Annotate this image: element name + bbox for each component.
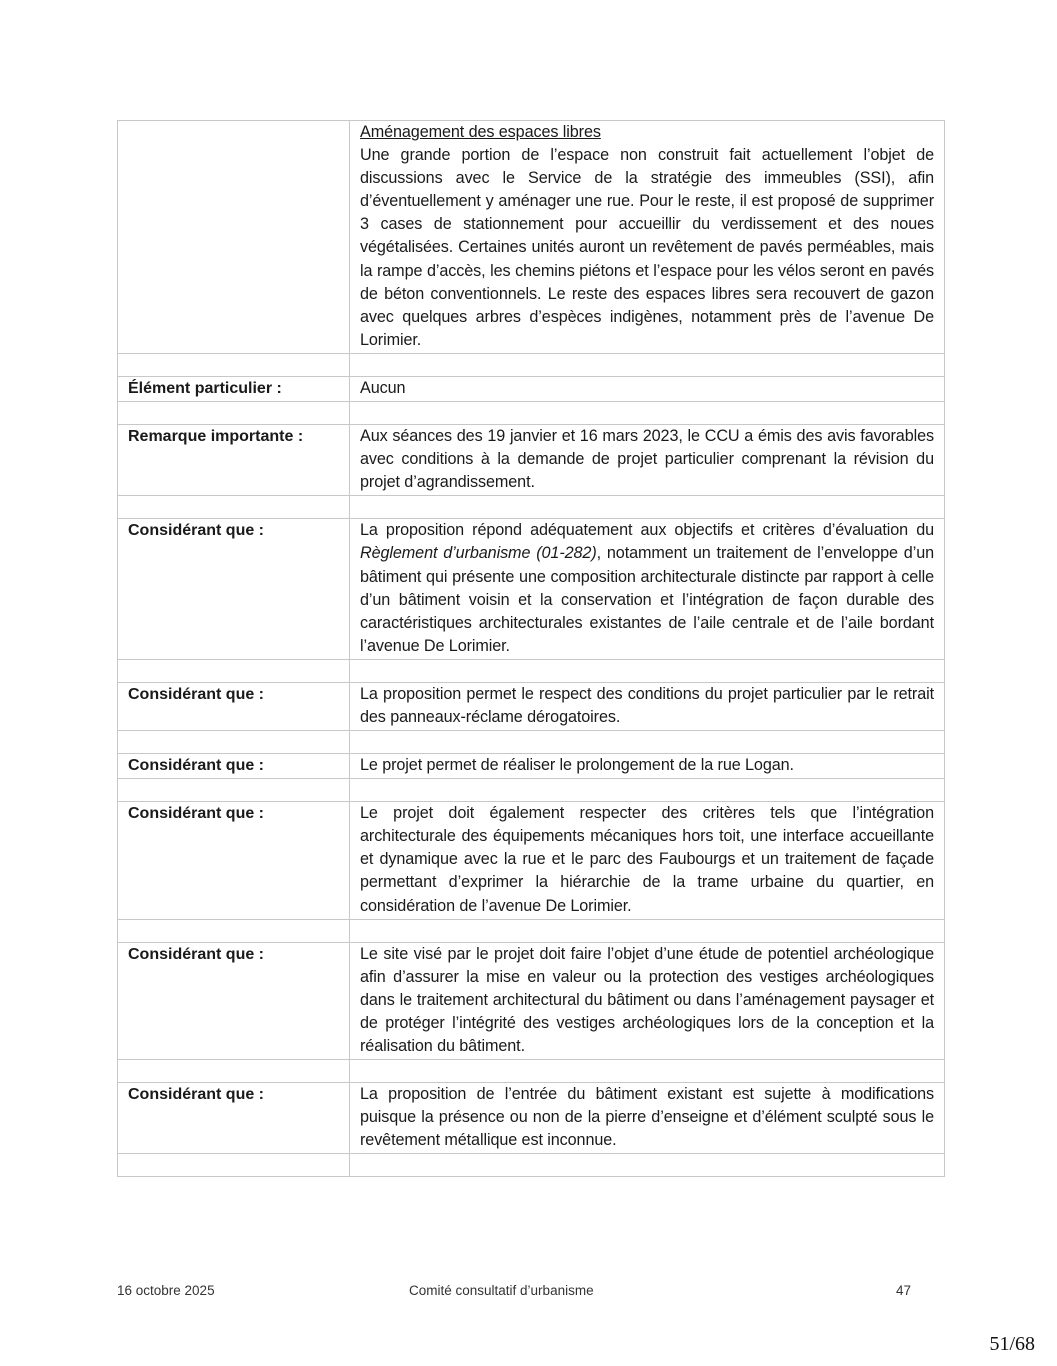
table-row (118, 121, 945, 354)
spacer-row (118, 731, 945, 754)
row-value: Le site visé par le projet doit faire l’objet d’une étude de potentiel archéologique afin d’assurer la mise en valeur ou la protection des vestiges archéologiques dans le traitement architectural du bâtiment ou dans l’aménagement paysager et de protéger l’intégrité des vestiges archéologiques lors de la conception et la réalisation du bâtiment. (350, 942, 945, 1059)
row-label: Considérant que : (118, 1083, 350, 1154)
value-cell (350, 353, 945, 376)
spacer-row (118, 659, 945, 682)
label-cell (118, 1154, 350, 1177)
row-label: Remarque importante : (118, 425, 350, 496)
row-value: Aucun (350, 376, 945, 401)
label-cell (118, 1060, 350, 1083)
value-cell (350, 659, 945, 682)
value-cell (350, 919, 945, 942)
spacer-row (118, 353, 945, 376)
row-value: Le projet permet de réaliser le prolongement de la rue Logan. (350, 754, 945, 779)
spacer-row (118, 1060, 945, 1083)
label-cell (118, 353, 350, 376)
label-cell (118, 121, 350, 354)
value-cell (350, 731, 945, 754)
page-counter: 51/68 (989, 1333, 1035, 1355)
spacer-row (118, 919, 945, 942)
label-cell (118, 779, 350, 802)
spacer-row (118, 496, 945, 519)
table-row (118, 425, 945, 496)
row-label: Considérant que : (118, 519, 350, 660)
text-after: , notamment un traitement de l’enveloppe d’un bâtiment qui présente une composition architecturale distincte par rapport à celle d’un bâtiment voisin et la conservation et l’intégration de façon durable des caractéristiques architecturales existantes de l’aile centrale et de l’aile bordant l’avenue De Lorimier. (360, 544, 935, 655)
row-value: La proposition de l’entrée du bâtiment existant est sujette à modifications puisque la présence ou non de la pierre d’enseigne et d’élément sculpté sous le revêtement métallique est inconnue. (350, 1083, 945, 1154)
label-cell (118, 496, 350, 519)
value-cell (350, 402, 945, 425)
row-value: La proposition permet le respect des conditions du projet particulier par le retrait des panneaux-réclame dérogatoires. (350, 682, 945, 730)
spacer-row (118, 1154, 945, 1177)
row-label: Considérant que : (118, 802, 350, 919)
table-row (118, 942, 945, 1059)
document-table (117, 120, 945, 1177)
label-cell (118, 731, 350, 754)
table-row (118, 682, 945, 730)
row-label: Considérant que : (118, 942, 350, 1059)
row-label: Élément particulier : (118, 376, 350, 401)
table-row (118, 1083, 945, 1154)
value-cell (350, 1154, 945, 1177)
text-before: La proposition répond adéquatement aux objectifs et critères d’évaluation du (360, 521, 934, 540)
spacer-row (118, 402, 945, 425)
table-row (118, 754, 945, 779)
spacer-row (118, 779, 945, 802)
table-row (118, 376, 945, 401)
paragraph: Une grande portion de l’espace non construit fait actuellement l’objet de discussions avec le Service de la stratégie des immeubles (SSI), afin d’éventuellement y aménager une rue. Pour le reste, il est proposé de supprimer 3 cases de stationnement pour accueillir du verdissement et des noues végétalisées. Certaines unités auront un revêtement de pavés perméables, mais la rampe d’accès, les chemins piétons et l’espace pour les vélos seront en pavés de béton conventionnels. Le reste des espaces libres sera recouvert de gazon avec quelques arbres d’espèces indigènes, notamment près de l’avenue De Lorimier. (360, 146, 934, 349)
footer-title: Comité consultatif d’urbanisme (409, 1283, 594, 1298)
label-cell (118, 919, 350, 942)
value-cell (350, 1060, 945, 1083)
label-cell (118, 402, 350, 425)
row-label: Considérant que : (118, 682, 350, 730)
label-cell (118, 659, 350, 682)
footer-page-number: 47 (896, 1283, 912, 1298)
row-value: Le projet doit également respecter des critères tels que l’intégration architecturale des équipements mécaniques hors toit, une interface accueillante et dynamique avec la rue et le parc des Faubourgs et un traitement de façade permettant d’exprimer la hiérarchie de la trame urbaine du quartier, en considération de l’avenue De Lorimier. (350, 802, 945, 919)
footer-date: 16 octobre 2025 (117, 1283, 215, 1298)
row-value (350, 519, 945, 660)
section-heading: Aménagement des espaces libres (360, 123, 601, 141)
value-cell (350, 121, 945, 354)
value-cell (350, 779, 945, 802)
table-row (118, 802, 945, 919)
row-label: Considérant que : (118, 754, 350, 779)
table-row (118, 519, 945, 660)
value-cell (350, 496, 945, 519)
row-value: Aux séances des 19 janvier et 16 mars 2023, le CCU a émis des avis favorables avec conditions à la demande de projet particulier comprenant la révision du projet d’agrandissement. (350, 425, 945, 496)
regulation-title: Règlement d’urbanisme (01-282) (360, 544, 597, 563)
